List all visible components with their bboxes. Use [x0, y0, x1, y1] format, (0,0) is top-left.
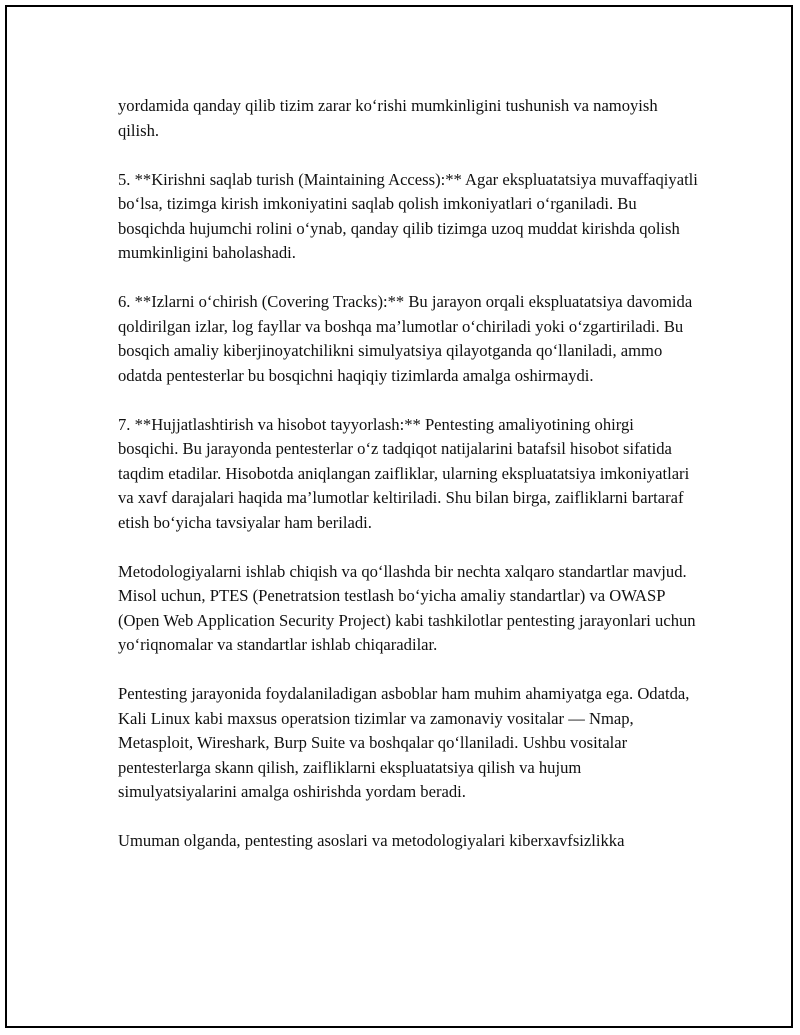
paragraph-standards: Metodologiyalarni ishlab chiqish va qo‘llashda bir nechta xalqaro standartlar mavjud. Misol uchun, PTES (Penetratsion testlash bo‘yicha amaliy standartlar) va OWASP (Open Web Application Security Project) kabi tashkilotlar pentesting jarayonlari uchun yo‘riqnomalar va standartlar ishlab chiqaradilar. [118, 561, 696, 654]
paragraph-exploitation-continued: yordamida qanday qilib tizim zarar ko‘rishi mumkinligini tushunish va namoyish qilish. [118, 96, 658, 140]
paragraph-covering-tracks: 6. **Izlarni o‘chirish (Covering Tracks):** Bu jarayon orqali ekspluatatsiya davomida qoldirilgan izlar, log fayllar va boshqa ma’lumotlar o‘chiriladi yoki o‘zgartiriladi. Bu bosqich amaliy kiberjinoyatchilikni simulyatsiya qilayotganda qo‘llaniladi, ammo odatda pentesterlar bu bosqichni haqiqiy tizimlarda amalga oshirmaydi. [118, 292, 693, 385]
paragraph-conclusion: Umuman olganda, pentesting asoslari va metodologiyalari kiberxavfsizlikka [118, 831, 625, 850]
paragraph-maintaining-access: 5. **Kirishni saqlab turish (Maintaining Access):** Agar ekspluatatsiya muvaffaqiyatli bo‘lsa, tizimga kirish imkoniyatini saqlab qolish imkoniyatlari o‘rganiladi. Bu bosqichda hujumchi rolini o‘ynab, qanday qilib tizimga uzoq muddat kirishda qolish mumkinligini baholashadi. [118, 169, 698, 262]
paragraph-reporting: 7. **Hujjatlashtirish va hisobot tayyorlash:** Pentesting amaliyotining ohirgi bosqichi. Bu jarayonda pentesterlar o‘z tadqiqot natijalarini batafsil hisobot sifatida taqdim etadilar. Hisobotda aniqlangan zaifliklar, ularning ekspluatatsiya imkoniyatlari va xavf darajalari haqida ma’lumotlar keltiriladi. Shu bilan birga, zaifliklarni bartaraf etish bo‘yicha tavsiyalar ham beriladi. [118, 414, 690, 532]
paragraph-tools: Pentesting jarayonida foydalaniladigan asboblar ham muhim ahamiyatga ega. Odatda, Kali Linux kabi maxsus operatsion tizimlar va zamonaviy vositalar — Nmap, Metasploit, Wireshark, Burp Suite va boshqalar qo‘llaniladi. Ushbu vositalar pentesterlarga skann qilish, zaifliklarni ekspluatatsiya qilish va hujum simulyatsiyalarini amalga oshirishda yordam beradi. [118, 684, 690, 801]
document-body [118, 94, 698, 878]
